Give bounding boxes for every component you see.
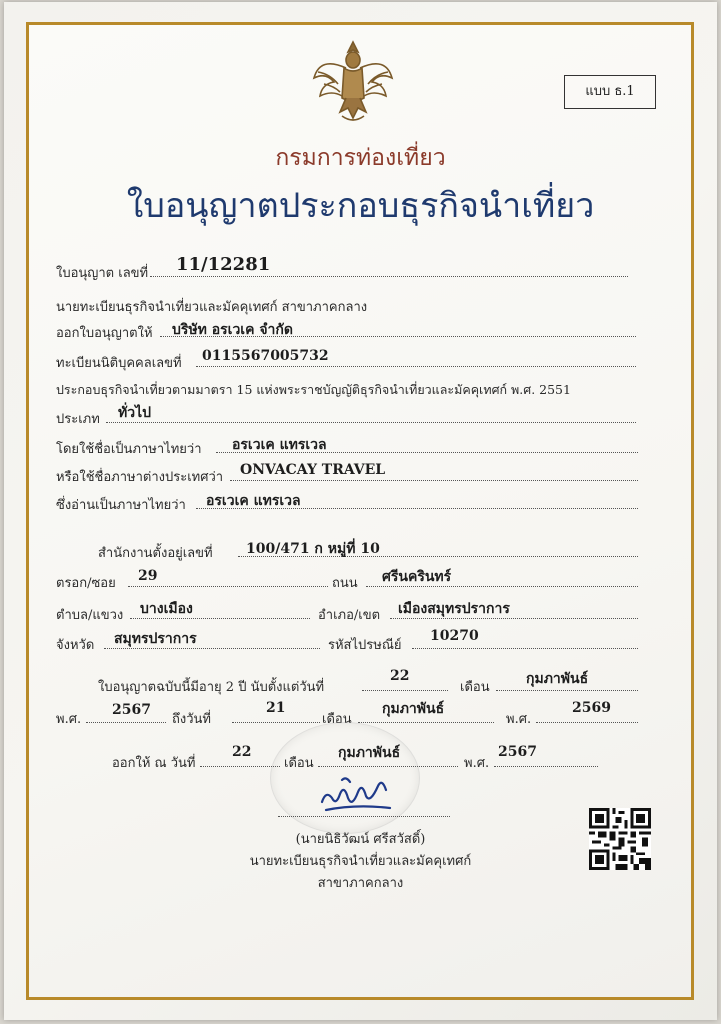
dotted-line [496,690,638,691]
dotted-line [318,766,458,767]
soi-value: 29 [138,568,158,584]
read-as-value: อรเวเค แทรเวล [206,493,301,509]
dotted-line [536,722,638,723]
dotted-line [128,586,328,587]
foreign-name-value: ONVACAY TRAVEL [240,462,386,478]
province-label: จังหวัด [56,638,95,653]
be-label: พ.ศ. [56,712,82,727]
thai-name-value: อรเวเค แทรเวล [232,437,327,453]
juristic-label: ทะเบียนนิติบุคคลเลขที่ [56,356,182,371]
office-label: สำนักงานตั้งอยู่เลขที่ [98,546,213,561]
read-as-label: ซึ่งอ่านเป็นภาษาไทยว่า [56,498,186,513]
valid-to-month: กุมภาพันธ์ [382,701,445,717]
issued-on-label: ออกให้ ณ วันที่ [112,756,196,771]
be-label: พ.ศ. [506,712,532,727]
dotted-line [494,766,598,767]
signature-line [278,816,450,817]
license-no-label: ใบอนุญาต เลขที่ [56,266,149,281]
license-title: ใบอนุญาตประกอบธุรกิจนำเที่ยว [126,186,595,226]
valid-to-year: 2569 [572,700,611,716]
dotted-line [86,722,166,723]
month-label: เดือน [460,680,490,695]
issued-day: 22 [232,744,252,760]
signer-branch: สาขาภาคกลาง [317,876,404,891]
license-no-value: 11/12281 [176,254,271,275]
dotted-line [230,480,638,481]
type-value: ทั่วไป [118,405,152,421]
road-label: ถนน [332,576,358,591]
issued-month: กุมภาพันธ์ [338,745,401,761]
juristic-value: 0115567005732 [202,348,329,364]
dotted-line [232,722,320,723]
department-heading: กรมการท่องเที่ยว [275,145,446,171]
dotted-line [200,766,280,767]
dotted-line [412,648,638,649]
postal-label: รหัสไปรษณีย์ [328,638,402,653]
issued-year: 2567 [498,744,537,760]
form-code-box: แบบ ธ.1 [564,75,656,109]
issued-to-value: บริษัท อรเวเค จำกัด [172,322,293,338]
foreign-name-label: หรือใช้ชื่อภาษาต่างประเทศว่า [56,470,224,485]
province-value: สมุทรปราการ [114,631,197,647]
dotted-line [362,690,448,691]
signer-title: นายทะเบียนธุรกิจนำเที่ยวและมัคคุเทศก์ [249,854,472,869]
law-line: ประกอบธุรกิจนำเที่ยวตามมาตรา 15 แห่งพระราชบัญญัติธุรกิจนำเที่ยวและมัคคุเทศก์ พ.ศ. 2551 [56,382,571,397]
subdistrict-label: ตำบล/แขวง [56,608,124,623]
subdistrict-value: บางเมือง [140,601,193,617]
validity-label: ใบอนุญาตฉบับนี้มีอายุ 2 ปี นับตั้งแต่วันที่ [98,680,325,695]
registrar-line: นายทะเบียนธุรกิจนำเที่ยวและมัคคุเทศก์ สาขาภาคกลาง [56,300,368,315]
signer-name: (นายนิธิวัฒน์ ศรีสวัสดิ์) [295,832,426,847]
postal-value: 10270 [430,628,479,644]
road-value: ศรีนครินทร์ [382,569,452,585]
until-label: ถึงวันที่ [172,712,211,727]
office-value: 100/471 ก หมู่ที่ 10 [246,541,380,557]
qr-code-icon [589,808,651,870]
valid-to-day: 21 [266,700,286,716]
dotted-line [106,422,636,423]
valid-from-day: 22 [390,668,410,684]
be-label: พ.ศ. [464,756,490,771]
dotted-line [196,366,636,367]
garuda-emblem-icon [310,38,396,126]
soi-label: ตรอก/ซอย [56,576,116,591]
issued-to-label: ออกใบอนุญาตให้ [56,326,153,341]
month-label: เดือน [284,756,314,771]
type-label: ประเภท [56,412,100,427]
valid-from-year: 2567 [112,702,151,718]
district-label: อำเภอ/เขต [318,608,381,623]
valid-from-month: กุมภาพันธ์ [526,671,589,687]
dotted-line [150,276,628,277]
signature-icon [316,768,396,818]
dotted-line [358,722,494,723]
thai-name-label: โดยใช้ชื่อเป็นภาษาไทยว่า [56,442,202,457]
month-label: เดือน [322,712,352,727]
district-value: เมืองสมุทรปราการ [398,601,510,617]
